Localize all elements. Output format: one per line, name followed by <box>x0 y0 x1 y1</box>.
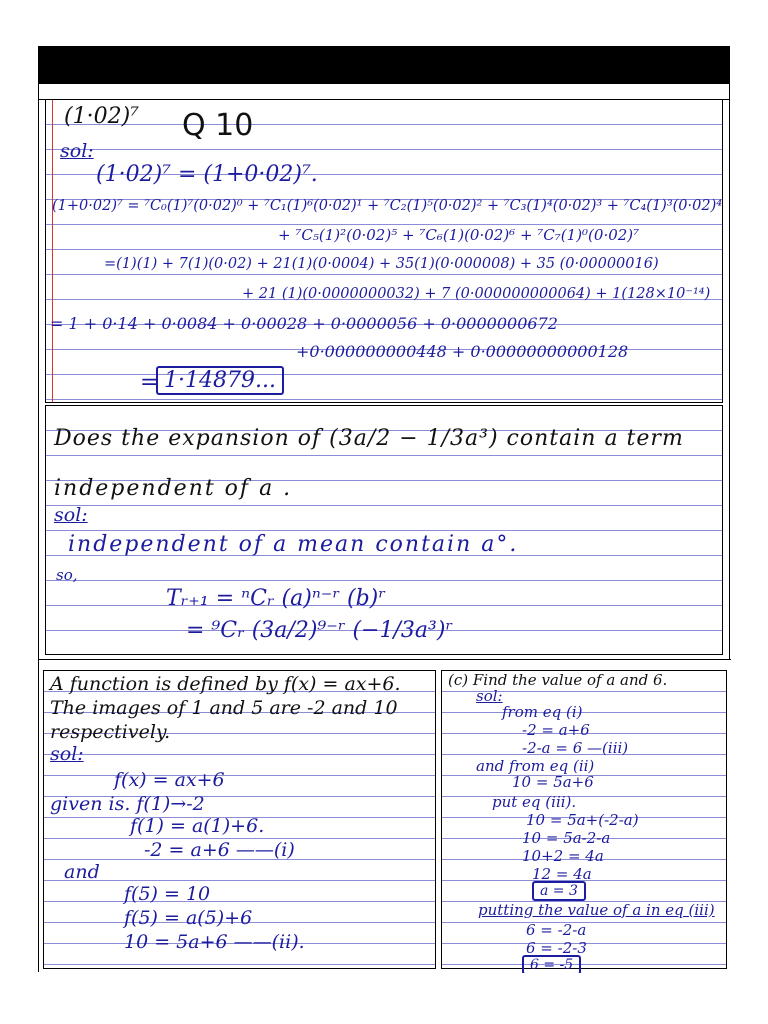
problem-line-2: The images of 1 and 5 are -2 and 10 <box>50 697 398 719</box>
solution-label: sol: <box>50 743 84 765</box>
right-question: (c) Find the value of a and 6. <box>448 671 668 689</box>
general-term-substituted: = ⁹Cᵣ (3a/2)⁹⁻ʳ (−1/3a³)ʳ <box>186 618 454 643</box>
right-step-7: 10 = 5a+(-2-a) <box>526 811 639 829</box>
step-6: = 1 + 0·14 + 0·0084 + 0·00028 + 0·0000056 + 0·0000000672 <box>50 314 558 333</box>
right-step-4: and from eq (ii) <box>476 757 595 775</box>
left-step-2: given is. f(1)→-2 <box>50 793 205 815</box>
left-step-3: f(1) = a(1)+6. <box>130 815 265 837</box>
right-step-6: put eq (iii). <box>492 793 577 811</box>
panel-binomial-expansion <box>45 99 723 403</box>
step-1: (1·02)⁷ = (1+0·02)⁷. <box>96 162 318 187</box>
solution-line-1: independent of a mean contain a°. <box>68 532 519 557</box>
left-step-6: f(5) = 10 <box>124 883 211 905</box>
left-step-5: and <box>64 861 100 883</box>
final-answer: 1·14879... <box>156 366 284 395</box>
problem-line-1: A function is defined by f(x) = ax+6. <box>50 673 401 695</box>
panel-function-problem <box>39 659 731 973</box>
panel-independent-term <box>45 405 723 655</box>
solution-label: sol: <box>54 504 88 526</box>
solution-line-2: so, <box>56 566 78 584</box>
right-step-3: -2-a = 6 —(iii) <box>522 739 629 757</box>
left-step-1: f(x) = ax+6 <box>114 769 225 791</box>
left-step-7: f(5) = a(5)+6 <box>124 907 253 929</box>
margin-line <box>52 100 53 402</box>
solution-label: sol: <box>476 687 503 705</box>
right-step-12: putting the value of a in eq (iii) <box>478 901 715 919</box>
solution-label: sol: <box>60 140 94 162</box>
right-step-10: 12 = 4a <box>532 865 592 883</box>
right-step-11: a = 3 <box>532 881 586 901</box>
right-step-14: 6 = -2-3 <box>526 939 587 957</box>
step-8-equals: = <box>140 370 159 395</box>
step-4: =(1)(1) + 7(1)(0·02) + 21(1)(0·0004) + 35(1)(0·000008) + 35 (0·00000016) <box>104 256 659 272</box>
question-line-2: independent of a . <box>54 476 293 501</box>
right-step-5: 10 = 5a+6 <box>512 773 594 791</box>
left-step-8: 10 = 5a+6 ——(ii). <box>124 931 305 953</box>
right-step-9: 10+2 = 4a <box>522 847 604 865</box>
right-final-answer: 6 = -5 <box>522 955 581 973</box>
step-3: + ⁷C₅(1)²(0·02)⁵ + ⁷C₆(1)(0·02)⁶ + ⁷C₇(1)⁰(0·02)⁷ <box>278 226 640 244</box>
right-step-2: -2 = a+6 <box>522 721 590 739</box>
step-2: (1+0·02)⁷ = ⁷C₀(1)⁷(0·02)⁰ + ⁷C₁(1)⁶(0·02)¹ + ⁷C₂(1)⁵(0·02)² + ⁷C₃(1)⁴(0·02)³ + ⁷C₄(1)³(0·02)⁴ <box>52 198 723 214</box>
right-step-8: 10 = 5a-2-a <box>522 829 611 847</box>
step-5: + 21 (1)(0·0000000032) + 7 (0·000000000064) + 1(128×10⁻¹⁴) <box>242 286 711 302</box>
right-step-1: from eq (i) <box>502 703 583 721</box>
right-notebook-page <box>441 670 727 973</box>
problem-line-3: respectively. <box>50 721 171 743</box>
question-number: Q 10 <box>182 108 254 143</box>
problem-title: (1·02)⁷ <box>64 104 139 129</box>
document-page <box>38 46 730 972</box>
general-term-formula: Tᵣ₊₁ = ⁿCᵣ (a)ⁿ⁻ʳ (b)ʳ <box>166 586 386 611</box>
question-line-1: Does the expansion of (3a/2 − 1/3a³) contain a term <box>54 426 684 451</box>
header-bar <box>39 47 729 84</box>
step-7: +0·000000000448 + 0·00000000000128 <box>296 342 629 361</box>
left-step-4: -2 = a+6 ——(i) <box>144 839 295 861</box>
right-step-13: 6 = -2-a <box>526 921 587 939</box>
left-notebook-page <box>43 670 436 969</box>
